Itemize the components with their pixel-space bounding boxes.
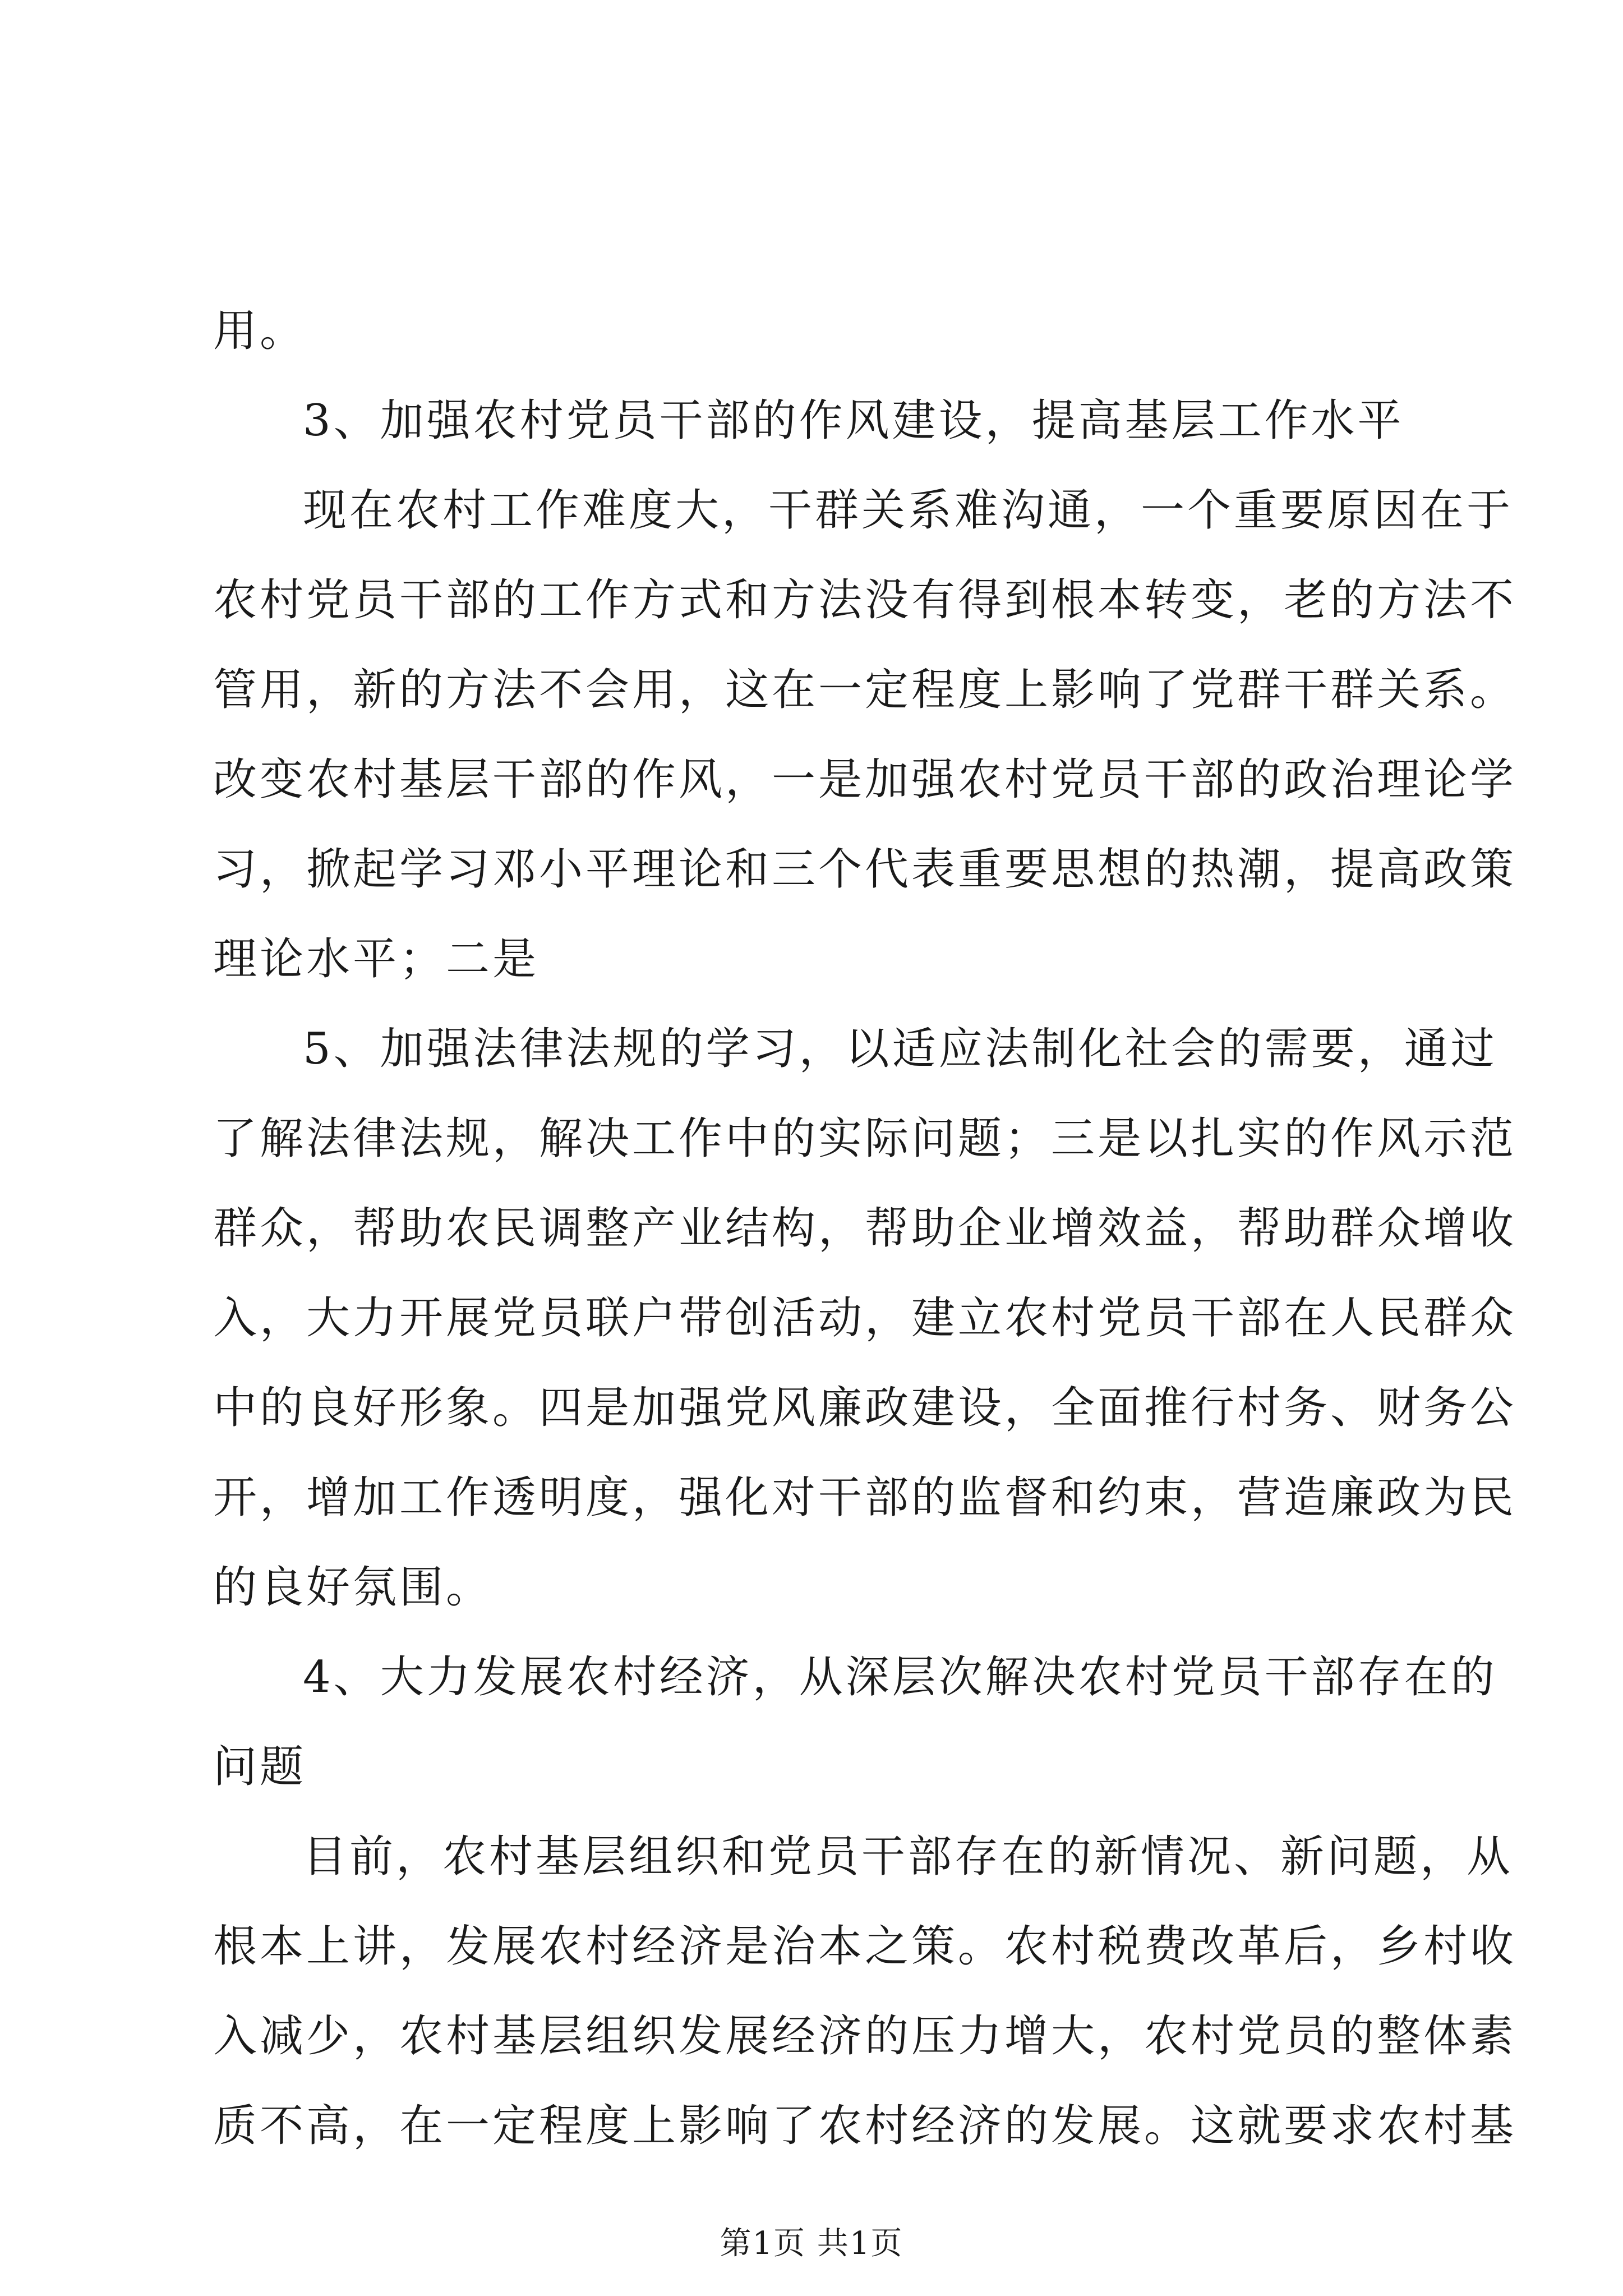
section-heading-5: 5、加强法律法规的学习，以适应法制化社会的需要，通过 [303, 1024, 1497, 1074]
body-text-line: 改变农村基层干部的作风，一是加强农村党员干部的政治理论学 [213, 754, 1517, 805]
body-text-line: 根本上讲，发展农村经济是治本之策。农村税费改革后，乡村收 [213, 1921, 1517, 1972]
page-footer: 第1页 共1页 [720, 2225, 903, 2262]
body-text-line: 中的良好形象。四是加强党风廉政建设，全面推行村务、财务公 [213, 1383, 1517, 1433]
body-text-line: 入减少，农村基层组织发展经济的压力增大，农村党员的整体素 [213, 2011, 1517, 2062]
section-heading-4: 4、大力发展农村经济，从深层次解决农村党员干部存在的 [303, 1652, 1497, 1703]
body-text-line: 用。 [213, 306, 307, 356]
body-text-line: 质不高，在一定程度上影响了农村经济的发展。这就要求农村基 [213, 2101, 1517, 2151]
body-text-line: 习，掀起学习邓小平理论和三个代表重要思想的热潮，提高政策 [213, 844, 1517, 895]
body-text-line: 入，大力开展党员联户带创活动，建立农村党员干部在人民群众 [213, 1293, 1517, 1343]
body-text-line: 开，增加工作透明度，强化对干部的监督和约束，营造廉政为民 [213, 1473, 1517, 1523]
section-heading-3: 3、加强农村党员干部的作风建设，提高基层工作水平 [303, 395, 1404, 446]
body-text-line: 农村党员干部的工作方式和方法没有得到根本转变，老的方法不 [213, 575, 1517, 625]
section-heading-4-continued: 问题 [213, 1742, 307, 1792]
body-text-line: 现在农村工作难度大，干群关系难沟通，一个重要原因在于 [303, 485, 1514, 536]
body-text-line: 管用，新的方法不会用，这在一定程度上影响了党群干群关系。 [213, 665, 1517, 715]
body-text-line: 了解法律法规，解决工作中的实际问题；三是以扎实的作风示范 [213, 1114, 1517, 1164]
body-text-line: 群众，帮助农民调整产业结构，帮助企业增效益，帮助群众增收 [213, 1203, 1517, 1254]
body-text-line: 目前，农村基层组织和党员干部存在的新情况、新问题，从 [303, 1832, 1514, 1882]
body-text-line: 理论水平；二是 [213, 934, 540, 984]
body-text-line: 的良好氛围。 [213, 1562, 493, 1613]
